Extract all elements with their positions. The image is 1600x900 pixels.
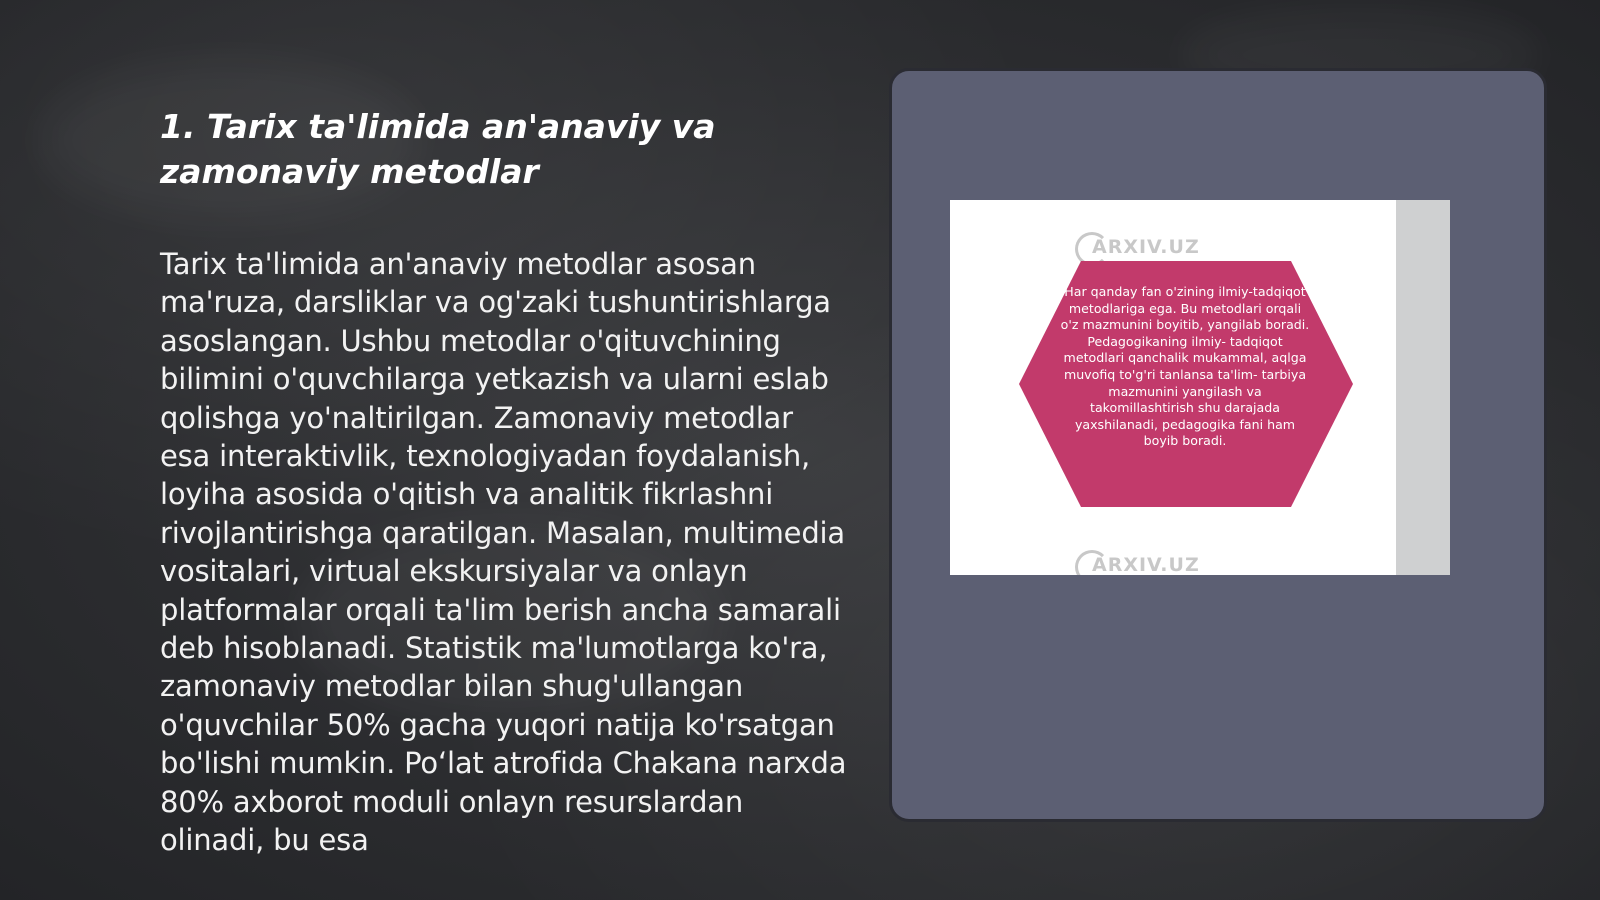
watermark-logo-top (1092, 236, 1200, 258)
embedded-image (950, 200, 1450, 575)
watermark-logo-bottom (1092, 554, 1200, 575)
hexagon-text: Har qanday fan o'zining ilmiy-tadqiqot metodlariga ega. Bu metodlari orqali o'z mazmunini boyitib, yangilab boradi. Pedagogikaning ilmiy- tadqiqot metodlari qanchalik mukammal, aqlga muvofiq to'g'ri tanlansa ta'lim- tarbiya mazmunini yangilash va takomillashtirish shu darajada yaxshilanadi, pedagogika fani ham boyib boradi. (1060, 284, 1310, 449)
slide-body-text: Tarix ta'limida an'anaviy metodlar asosan ma'ruza, darsliklar va og'zaki tushuntirishlarga asoslangan. Ushbu metodlar o'qituvchining bilimini o'quvchilarga yetkazish va ularni eslab qolishga yo'naltirilgan. Zamonaviy metodlar esa interaktivlik, texnologiyadan foydalanish, loyiha asosida o'qitish va analitik fikrlashni rivojlantirishga qaratilgan. Masalan, multimedia vositalari, virtual ekskursiyalar va onlayn platformalar orqali ta'lim berish ancha samarali deb hisoblanadi. Statistik ma'lumotlarga ko'ra, zamonaviy metodlar bilan shug'ullangan o'quvchilar 50% gacha yuqori natija ko'rsatgan bo'lishi mumkin. Po‘lat atrofida Chakana narxda 80% axborot moduli onlayn resurslardan olinadi, bu esa (160, 247, 847, 858)
watermark-text-bottom: ARXIV.UZ (1092, 554, 1200, 575)
image-side-strip (1396, 200, 1450, 575)
watermark-text-top: ARXIV.UZ (1092, 236, 1200, 258)
slide-title: 1. Tarix ta'limida an'anaviy va zamonaviy metodlar (160, 107, 716, 191)
